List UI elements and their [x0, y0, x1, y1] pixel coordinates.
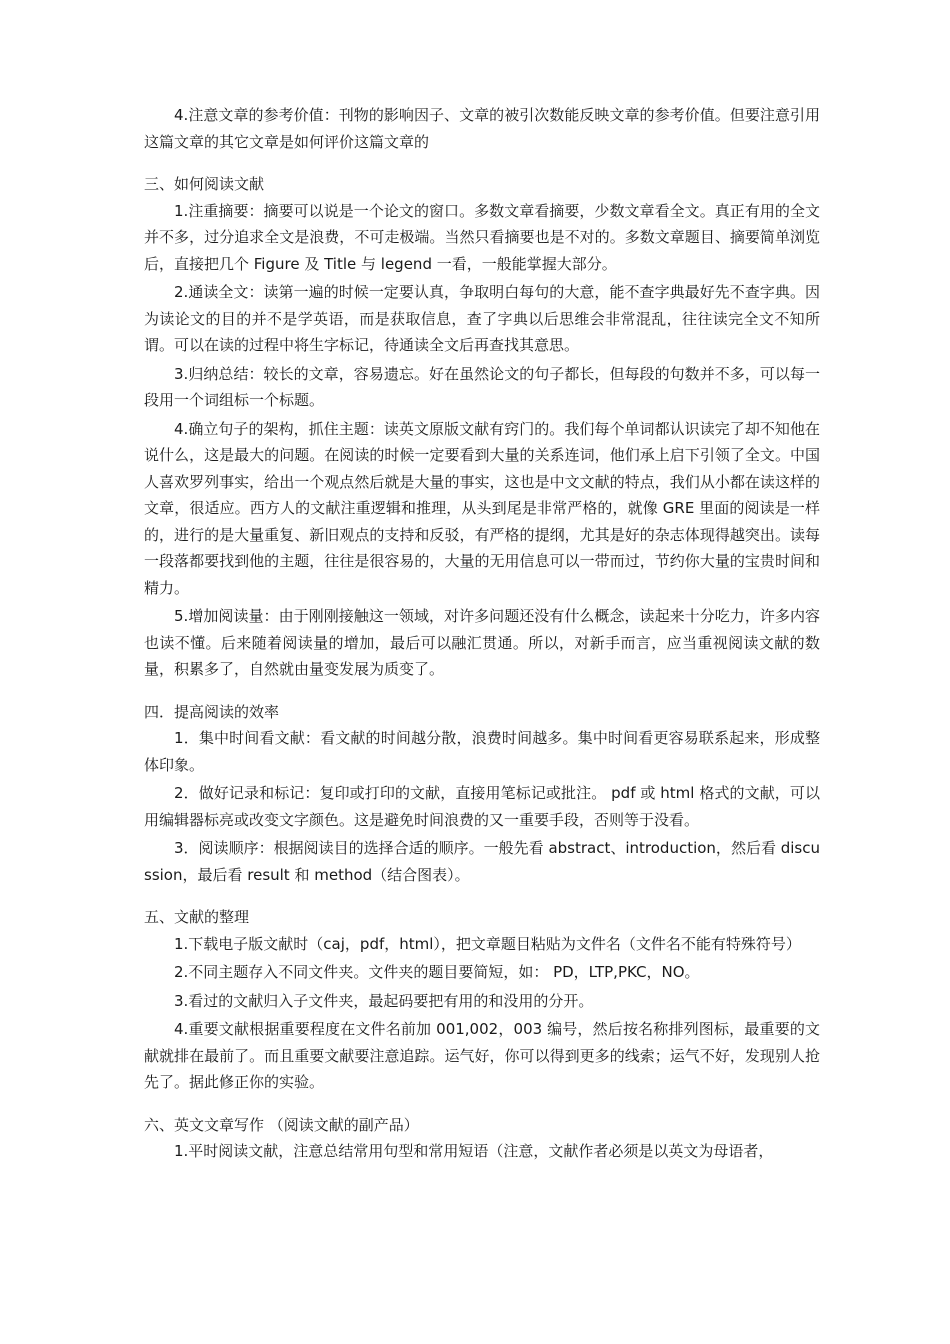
section-heading-organize: 五、文献的整理 — [144, 908, 250, 926]
document-body — [144, 102, 820, 1165]
section-heading-how-to-read: 三、如何阅读文献 — [144, 175, 265, 193]
paragraph-reference-value: 4.注意文章的参考价值：刊物的影响因子、文章的被引次数能反映文章的参考价值。但要注意引用这篇文章的其它文章是如何评价这篇文章的 — [144, 106, 820, 151]
paragraph-reading-order: 3．阅读顺序：根据阅读目的选择合适的顺序。一般先看 abstract、introduction，然后看 discussion，最后看 result 和 method（结合图表）。 — [144, 839, 820, 884]
paragraph-abstract: 1.注重摘要：摘要可以说是一个论文的窗口。多数文章看摘要，少数文章看全文。真正有用的全文并不多，过分追求全文是浪费，不可走极端。当然只看摘要也是不对的。多数文章题目、摘要简单浏览后，直接把几个 Figure 及 Title 与 legend 一看，一般能掌握大部分。 — [144, 201, 820, 273]
paragraph-folders: 2.不同主题存入不同文件夹。文件夹的题目要简短，如： PD，LTP,PKC，NO。 — [174, 963, 700, 981]
paragraph-sentence-structure: 4.确立句子的架构，抓住主题：读英文原版文献有窍门的。我们每个单词都认识读完了却不知他在说什么，这是最大的问题。在阅读的时候一定要看到大量的关系连词，他们承上启下引领了全文。中国人喜欢罗列事实，给出一个观点然后就是大量的事实，这也是中文文献的特点，我们从小都在读这样的文章，很适应。西方人的文献注重逻辑和推理，从头到尾是非常严格的，就像 GRE 里面的阅读是一样的，进行的是大量重复、新旧观点的支持和反驳，有严格的提纲，尤其是好的杂志体现得越突出。读每一段落都要找到他的主题，往往是很容易的，大量的无用信息可以一带而过，节约你大量的宝贵时间和精力。 — [144, 419, 820, 597]
paragraph-reading-volume: 5.增加阅读量：由于刚刚接触这一领域，对许多问题还没有什么概念，读起来十分吃力，许多内容也读不懂。后来随着阅读量的增加，最后可以融汇贯通。所以，对新手而言，应当重视阅读文献的数量，积累多了，自然就由量变发展为质变了。 — [144, 607, 820, 678]
section-heading-efficiency: 四．提高阅读的效率 — [144, 702, 280, 721]
paragraph-subfolders: 3.看过的文献归入子文件夹，最起码要把有用的和没用的分开。 — [174, 991, 594, 1010]
paragraph-numbering: 4.重要文献根据重要程度在文件名前加 001,002，003 编号，然后按名称排列图标，最重要的文献就排在最前了。而且重要文献要注意追踪。运气好，你可以得到更多的线索；运气不好，发现别人抢先了。据此修正你的实验。 — [144, 1020, 820, 1091]
paragraph-focused-time: 1．集中时间看文献：看文献的时间越分散，浪费时间越多。集中时间看更容易联系起来，形成整体印象。 — [144, 729, 820, 774]
paragraph-summarize: 3.归纳总结：较长的文章，容易遗忘。好在虽然论文的句子都长，但每段的句数并不多，可以每一段用一个词组标一个标题。 — [144, 364, 820, 409]
paragraph-phrases: 1.平时阅读文献，注意总结常用句型和常用短语（注意，文献作者必须是以英文为母语者， — [174, 1142, 774, 1160]
paragraph-notes-marks: 2．做好记录和标记：复印或打印的文献，直接用笔标记或批注。 pdf 或 html 格式的文献，可以用编辑器标亮或改变文字颜色。这是避免时间浪费的又一重要手段，否则等于没看。 — [144, 784, 820, 829]
paragraph-file-naming: 1.下载电子版文献时（caj，pdf，html），把文章题目粘贴为文件名（文件名不能有特殊符号） — [174, 934, 801, 953]
section-heading-writing: 六、英文文章写作 （阅读文献的副产品） — [144, 1115, 419, 1134]
paragraph-full-read: 2.通读全文：读第一遍的时候一定要认真，争取明白每句的大意，能不查字典最好先不查字典。因为读论文的目的并不是学英语，而是获取信息，查了字典以后思维会非常混乱，往往读完全文不知所谓。可以在读的过程中将生字标记，待通读全文后再查找其意思。 — [144, 283, 820, 354]
